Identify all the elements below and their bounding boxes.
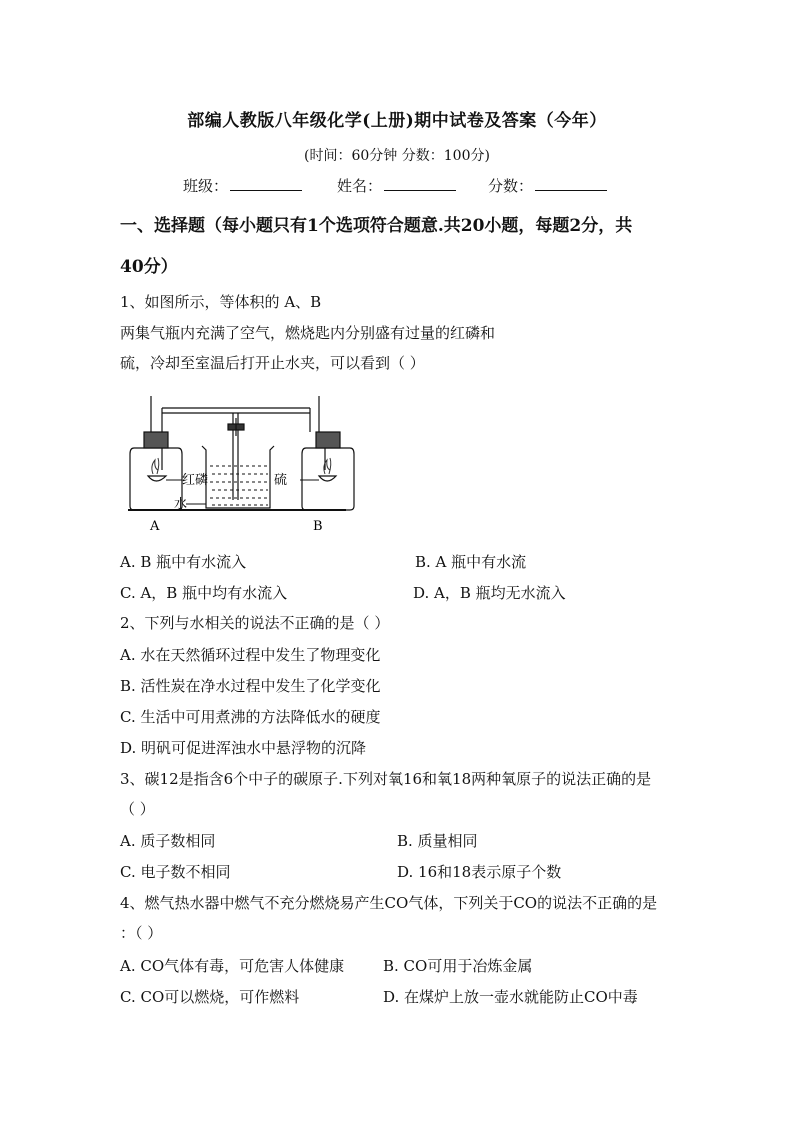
q4-option-c[interactable]: C. CO可以燃烧，可作燃料 <box>120 988 300 1006</box>
score-field <box>488 175 607 196</box>
q4-line2: ：（ ） <box>120 924 163 942</box>
class-label: 班级： <box>183 177 229 195</box>
class-field <box>183 175 302 196</box>
name-blank <box>384 176 456 191</box>
label-water: 水 <box>174 497 188 512</box>
q4-option-a[interactable]: A. CO气体有毒，可危害人体健康 <box>120 957 345 975</box>
class-blank <box>230 176 302 191</box>
q1-line2: 两集气瓶内充满了空气，燃烧匙内分别盛有过量的红磷和 <box>120 324 496 342</box>
q4-line1: 4、燃气热水器中燃气不充分燃烧易产生CO气体，下列关于CO的说法不正确的是 <box>120 894 658 912</box>
q3-line2: （ ） <box>120 800 155 818</box>
name-field <box>337 175 456 196</box>
q2-option-c[interactable]: C. 生活中可用煮沸的方法降低水的硬度 <box>120 708 381 726</box>
label-bottle-b: B <box>313 519 323 534</box>
section-heading-line2: 40分） <box>120 257 178 277</box>
exam-time-score: (时间：60分钟 分数：100分) <box>304 148 490 164</box>
exam-title: 部编人教版八年级化学(上册)期中试卷及答案（今年） <box>187 111 607 131</box>
q2-option-d[interactable]: D. 明矾可促进浑浊水中悬浮物的沉降 <box>120 739 367 757</box>
label-bottle-a: A <box>150 519 160 534</box>
q1-line3: 硫，冷却至室温后打开止水夹，可以看到（ ） <box>120 354 425 372</box>
q3-option-c[interactable]: C. 电子数不相同 <box>120 863 231 881</box>
section-heading-line1: 一、选择题（每小题只有1个选项符合题意.共20小题，每题2分，共 <box>120 216 633 236</box>
q4-option-d[interactable]: D. 在煤炉上放一壶水就能防止CO中毒 <box>383 988 638 1006</box>
label-sulfur: 硫 <box>274 473 288 488</box>
q1-option-d[interactable]: D. A，B 瓶均无水流入 <box>413 584 566 602</box>
q3-line1: 3、碳12是指含6个中子的碳原子.下列对氧16和氧18两种氧原子的说法正确的是 <box>120 770 652 788</box>
q3-option-d[interactable]: D. 16和18表示原子个数 <box>397 863 562 881</box>
q2-option-b[interactable]: B. 活性炭在净水过程中发生了化学变化 <box>120 677 381 695</box>
score-label: 分数： <box>488 177 534 195</box>
q1-option-a[interactable]: A. B 瓶中有水流入 <box>120 553 247 571</box>
label-red-phosphorus: 红磷 <box>182 473 209 488</box>
q4-option-b[interactable]: B. CO可用于冶炼金属 <box>383 957 533 975</box>
q1-apparatus-figure <box>120 388 360 536</box>
q3-option-b[interactable]: B. 质量相同 <box>397 832 478 850</box>
score-blank <box>535 176 607 191</box>
q3-option-a[interactable]: A. 质子数相同 <box>120 832 216 850</box>
q2-option-a[interactable]: A. 水在天然循环过程中发生了物理变化 <box>120 646 381 664</box>
name-label: 姓名： <box>337 177 383 195</box>
q1-line1: 1、如图所示，等体积的 A、B <box>120 293 322 311</box>
q1-option-c[interactable]: C. A，B 瓶中均有水流入 <box>120 584 288 602</box>
q1-option-b[interactable]: B. A 瓶中有水流 <box>415 553 527 571</box>
q2-stem: 2、下列与水相关的说法不正确的是（ ） <box>120 614 390 632</box>
